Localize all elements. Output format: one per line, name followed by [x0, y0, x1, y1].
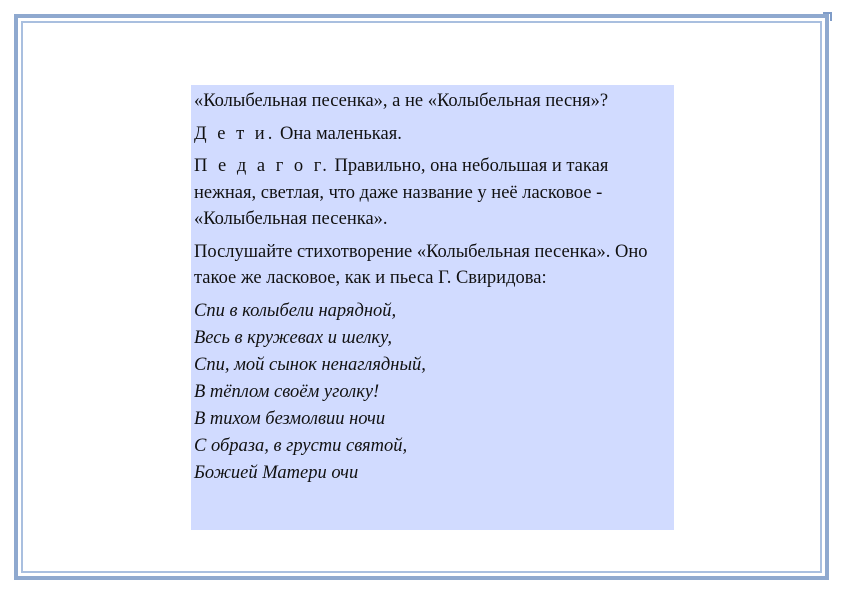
- poem: [194, 298, 666, 487]
- paragraph-teacher-text: Правильно, она небольшая и такая нежная, светлая, что даже название у неё ласковое - «Колыбельная песенка».: [194, 156, 609, 229]
- speaker-children: Д е т и.: [194, 123, 276, 144]
- text-box: [191, 85, 674, 530]
- paragraph-listen: [194, 239, 666, 292]
- paragraph-question-text: «Колыбельная песенка», а не «Колыбельная песня»?: [194, 91, 609, 111]
- poem-line: В тёплом своём уголку!: [194, 381, 380, 402]
- poem-line: С образа, в грусти святой,: [194, 435, 408, 456]
- poem-line: Божией Матери очи: [194, 462, 359, 483]
- paragraph-listen-text: Послушайте стихотворение «Колыбельная песенка». Оно такое же ласковое, как и пьеса Г. Свиридова:: [194, 241, 648, 288]
- poem-line: В тихом безмолвии ночи: [194, 408, 386, 429]
- paragraph-children-text: Она маленькая.: [275, 123, 402, 144]
- paragraph-teacher: [194, 153, 666, 233]
- speaker-teacher: П е д а г о г.: [194, 156, 330, 176]
- paragraph-question: [194, 88, 666, 115]
- poem-line: Спи в колыбели нарядной,: [194, 300, 397, 321]
- poem-line: Спи, мой сынок ненаглядный,: [194, 354, 426, 375]
- frame-corner-decoration: [823, 12, 832, 21]
- poem-line: Весь в кружевах и шелку,: [194, 327, 392, 348]
- paragraph-children: [194, 121, 666, 148]
